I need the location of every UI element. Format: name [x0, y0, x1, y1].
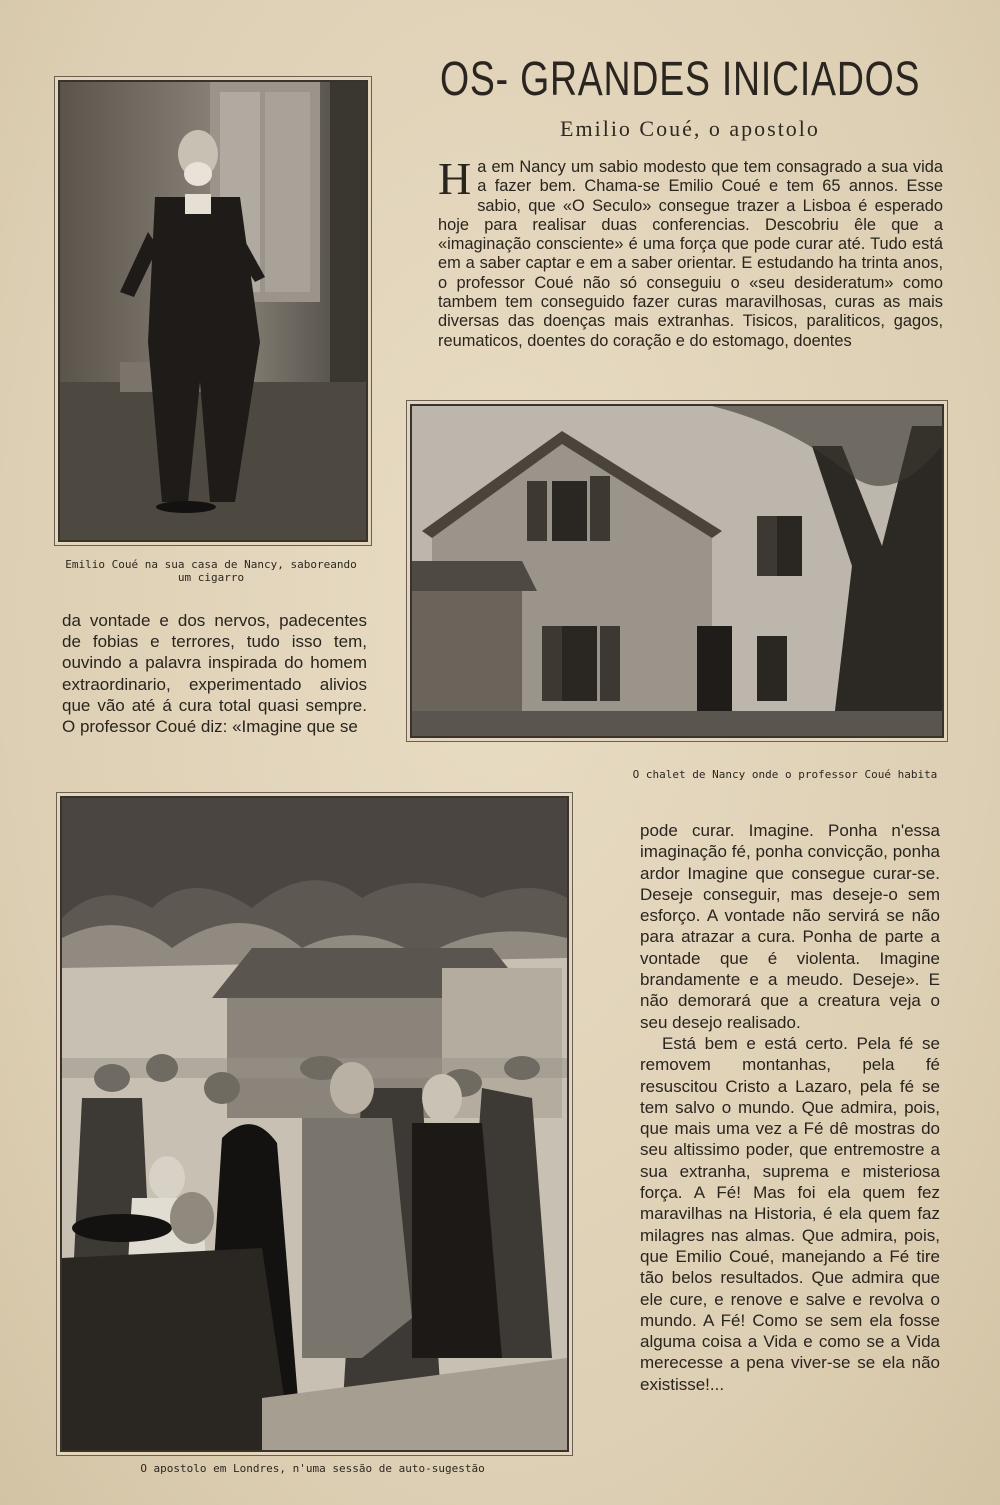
paragraph-1-start: a em Nancy um sabio modesto que tem consagrado a sua vida a fazer bem. Chama-se Emilio Coué e tem 65 annos. Esse sabio, que «O Seculo» consegue trazer a Lisboa é esperado hoje para realisar duas conferencias. Descobriu êle que a «imaginação consciente» é uma força que pode curar até. Tudo está em a saber captar e em a saber orientar. E estudando ha trinta anos, o professor Coué não só conseguiu o «seu desideratum» como tambem tem conseguido fazer curas maravilhosas, curas as mais diversas das doenças mais extranhas. Tisicos, paraliticos, gagos, reumaticos, doentes do coração e do estomago, doentes — [438, 158, 943, 350]
chalet-photo — [410, 404, 944, 738]
article-column-middle — [62, 610, 367, 737]
portrait-photo — [58, 80, 368, 542]
paragraph-1-continued: da vontade e dos nervos, padecentes de fobias e terrores, tudo isso tem, ouvindo a palavra inspirada do homem extraordinario, experimentado alivios que vão até á cura total quasi sempre. O professor Coué diz: «Imagine que se — [62, 611, 367, 737]
headline: OS- GRANDES INICIADOS — [440, 53, 921, 106]
dropcap: H — [438, 153, 472, 204]
paragraph-1-end: pode curar. Imagine. Ponha n'essa imaginação fé, ponha convicção, ponha ardor Imagine que consegue curar-se. Deseje conseguir, mas deseje-o sem esforço. A vontade não servirá se não para atrazar a cura. Ponha de parte a vontade que é violenta. Imagine brandamente e a meudo. Deseje». E não demorará que a creatura veja o seu desejo realisado. — [640, 821, 940, 1032]
london-caption: O apostolo em Londres, n'uma sessão de auto-sugestão — [140, 1462, 485, 1475]
paragraph-2: Está bem e está certo. Pela fé se removem montanhas, pela fé resuscitou Cristo a Lazaro, pela fé se tem salvo o mundo. Que admira, pois, que mais uma vez a Fé dê mostras do seu altissimo poder, que entremostre a sua extranha, suprema e misteriosa força. A Fé! Mas foi ela quem fez maravilhas na Historia, é ela quem faz milagres nas almas. Que admira, pois, que Emilio Coué, manejando a Fé tire tão belos resultados. Que admira que ele cure, e renove e salve e revolva o mundo. A Fé! Como se sem ela fosse alguma coisa a Vida e como se a Vida merecesse a pena viver-se se ela não existisse!... — [640, 1033, 940, 1394]
portrait-caption: Emilio Coué na sua casa de Nancy, saboreando um cigarro — [65, 558, 357, 584]
subtitle: Emilio Coué, o apostolo — [560, 116, 820, 141]
chalet-caption: O chalet de Nancy onde o professor Coué habita — [632, 768, 938, 781]
london-illustration — [60, 796, 569, 1452]
article-column-bottom — [640, 820, 940, 1395]
article-column-top — [438, 153, 943, 351]
